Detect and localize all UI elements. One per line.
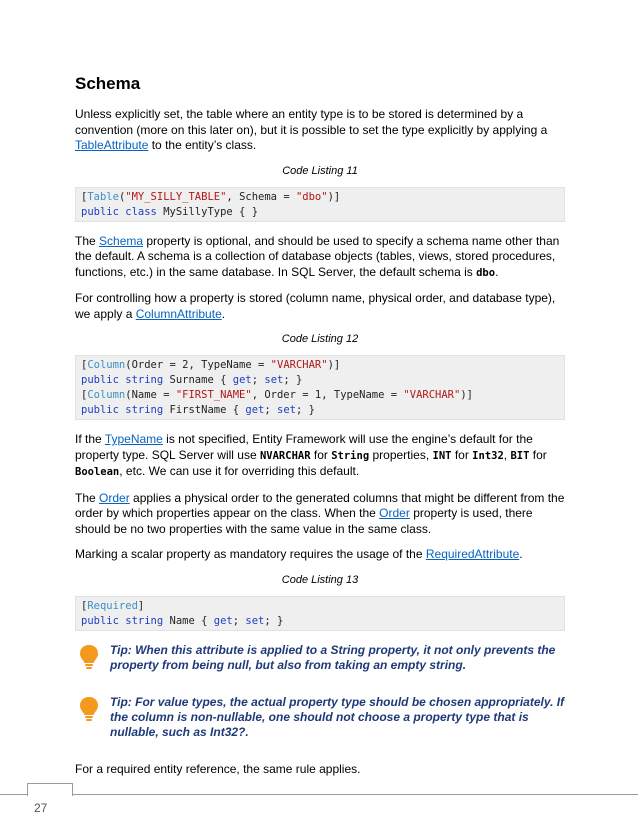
code-token: set	[277, 404, 296, 416]
text-run: property is used, there should be no two properties with the same value in the same class.	[75, 506, 533, 536]
code-token: public	[81, 614, 119, 627]
text-run: Marking a scalar property as mandatory requires the usage of the	[75, 547, 426, 561]
text-run: If the	[75, 432, 105, 446]
code-listing-caption: Code Listing 13	[281, 573, 359, 586]
schema-link[interactable]: Schema	[99, 233, 144, 248]
section-heading: Schema	[75, 74, 141, 93]
inline-code: Boolean	[75, 466, 120, 478]
text-run: , etc. We can use it for overriding this default.	[119, 464, 360, 478]
code-token: public	[81, 404, 119, 416]
code-token: MySillyType { }	[156, 205, 259, 218]
footer-tab	[27, 783, 73, 796]
code-token: "dbo"	[295, 190, 328, 203]
page-number: 27	[34, 801, 48, 815]
code-listing-12	[75, 355, 565, 420]
code-token: string	[125, 404, 164, 416]
code-token: get	[245, 404, 265, 416]
order-link[interactable]: Order	[99, 490, 130, 505]
tip-box	[75, 643, 565, 673]
text-run: properties,	[369, 447, 433, 462]
typename-link[interactable]: TypeName	[104, 432, 163, 446]
code-token: public	[81, 205, 119, 218]
column-attribute-link[interactable]: ColumnAttribute	[135, 306, 222, 321]
code-token: Table	[87, 190, 119, 203]
code-token: Name {	[163, 614, 214, 627]
code-token: ; }	[295, 404, 315, 416]
text-run: property is optional, and should be used to specify a schema name other than the default. A schema is a collection of database objects (tables, views, stored procedures, functions, etc.) in the same database. In SQL Server, the default schema is	[75, 233, 560, 279]
code-token: Surname {	[163, 374, 233, 386]
code-line	[81, 403, 559, 418]
code-token: get	[213, 614, 233, 627]
lightbulb-icon	[78, 696, 100, 722]
text-run: for	[310, 447, 332, 462]
code-token: string	[125, 374, 164, 386]
text-run: for	[451, 447, 473, 462]
text-run: ,	[503, 447, 511, 462]
code-token: (	[118, 190, 126, 203]
tip-text: Tip: For value types, the actual property type should be chosen appropriately. If the column is non-nullable, one should not choose a property type that is nullable, such as Int32?.	[110, 694, 565, 739]
code-token: ;	[232, 614, 246, 627]
required-attribute-link[interactable]: RequiredAttribute	[425, 547, 520, 561]
paragraph-order	[75, 491, 565, 538]
code-token: ; }	[264, 614, 284, 627]
code-token: ;	[251, 374, 265, 386]
text-run: .	[495, 264, 499, 279]
code-token: set	[245, 614, 265, 627]
code-token: ]	[137, 599, 145, 612]
code-listing-caption: Code Listing 12	[281, 333, 359, 345]
inline-code: BIT	[510, 449, 530, 462]
code-token: Column	[87, 359, 126, 371]
code-listing-caption: Code Listing 11	[282, 164, 358, 177]
page-content	[75, 74, 565, 787]
code-listing-13	[75, 596, 565, 631]
code-line	[81, 205, 559, 220]
code-token: "VARCHAR"	[403, 389, 461, 401]
code-line	[81, 388, 559, 403]
code-token: FirstName {	[163, 404, 246, 416]
text-run: The	[75, 490, 100, 505]
text-run: for	[529, 447, 547, 462]
inline-code: Int32	[472, 449, 504, 462]
paragraph-typename	[75, 432, 565, 481]
code-token: "VARCHAR"	[270, 359, 328, 371]
inline-code: String	[331, 449, 370, 462]
code-token: string	[125, 614, 164, 627]
code-token: ; }	[283, 374, 303, 386]
text-run: For controlling how a property is stored (column name, physical order, and database type), we apply a	[75, 291, 556, 321]
inline-code: INT	[432, 449, 452, 462]
tip-box	[75, 695, 565, 740]
text-run: The	[75, 233, 100, 248]
code-line	[81, 358, 559, 373]
code-token: (Order = 2, TypeName =	[125, 359, 271, 371]
paragraph-intro	[75, 107, 565, 154]
paragraph-reference: For a required entity reference, the same rule applies.	[75, 761, 361, 776]
code-token: [	[81, 190, 88, 203]
text-run: .	[221, 306, 226, 321]
code-token: [	[81, 389, 88, 401]
code-line	[81, 599, 559, 614]
paragraph-required	[75, 547, 565, 563]
order-link[interactable]: Order	[379, 506, 410, 520]
paragraph-schema	[75, 234, 565, 282]
text-run: applies a physical order to the generated columns that might be different from the order by which properties appear on the class. When the	[75, 490, 565, 520]
code-line	[81, 373, 559, 388]
text-run: is not specified, Entity Framework will use the engine’s default for the property type. SQL Server will use	[75, 432, 533, 462]
code-token: , Schema =	[226, 190, 296, 203]
inline-code: dbo	[476, 266, 496, 279]
lightbulb-icon	[78, 644, 100, 670]
table-attribute-link[interactable]: TableAttribute	[75, 138, 149, 152]
code-token: [	[81, 599, 88, 612]
code-token: (Name =	[125, 389, 176, 401]
code-token: public	[81, 374, 119, 386]
text-run: to the entity’s class.	[148, 138, 257, 152]
code-token: [	[81, 359, 88, 371]
code-token: ;	[264, 404, 278, 416]
code-listing-11	[75, 187, 565, 222]
code-token: Required	[87, 599, 138, 612]
code-line	[81, 614, 559, 629]
code-token: class	[125, 205, 157, 218]
code-token: )]	[327, 359, 341, 371]
footer-rule	[0, 794, 638, 795]
code-token: )]	[327, 190, 341, 203]
paragraph-column	[75, 291, 565, 322]
tip-text: Tip: When this attribute is applied to a String property, it not only prevents the property from being null, but also from taking an empty string.	[110, 642, 556, 672]
code-token: Column	[87, 389, 126, 401]
code-token: , Order = 1, TypeName =	[251, 389, 404, 401]
inline-code: NVARCHAR	[259, 449, 311, 462]
code-token: "FIRST_NAME"	[175, 389, 252, 401]
text-run: Unless explicitly set, the table where an entity type is to be stored is determined by a convention (more on this later on), but it is possible to set the type explicitly by applying a	[75, 107, 548, 137]
code-token: )]	[460, 389, 473, 401]
code-token: "MY_SILLY_TABLE"	[125, 190, 227, 203]
text-run: .	[519, 547, 523, 561]
code-line	[81, 190, 559, 205]
code-token: set	[264, 374, 284, 386]
code-token: get	[232, 374, 252, 386]
